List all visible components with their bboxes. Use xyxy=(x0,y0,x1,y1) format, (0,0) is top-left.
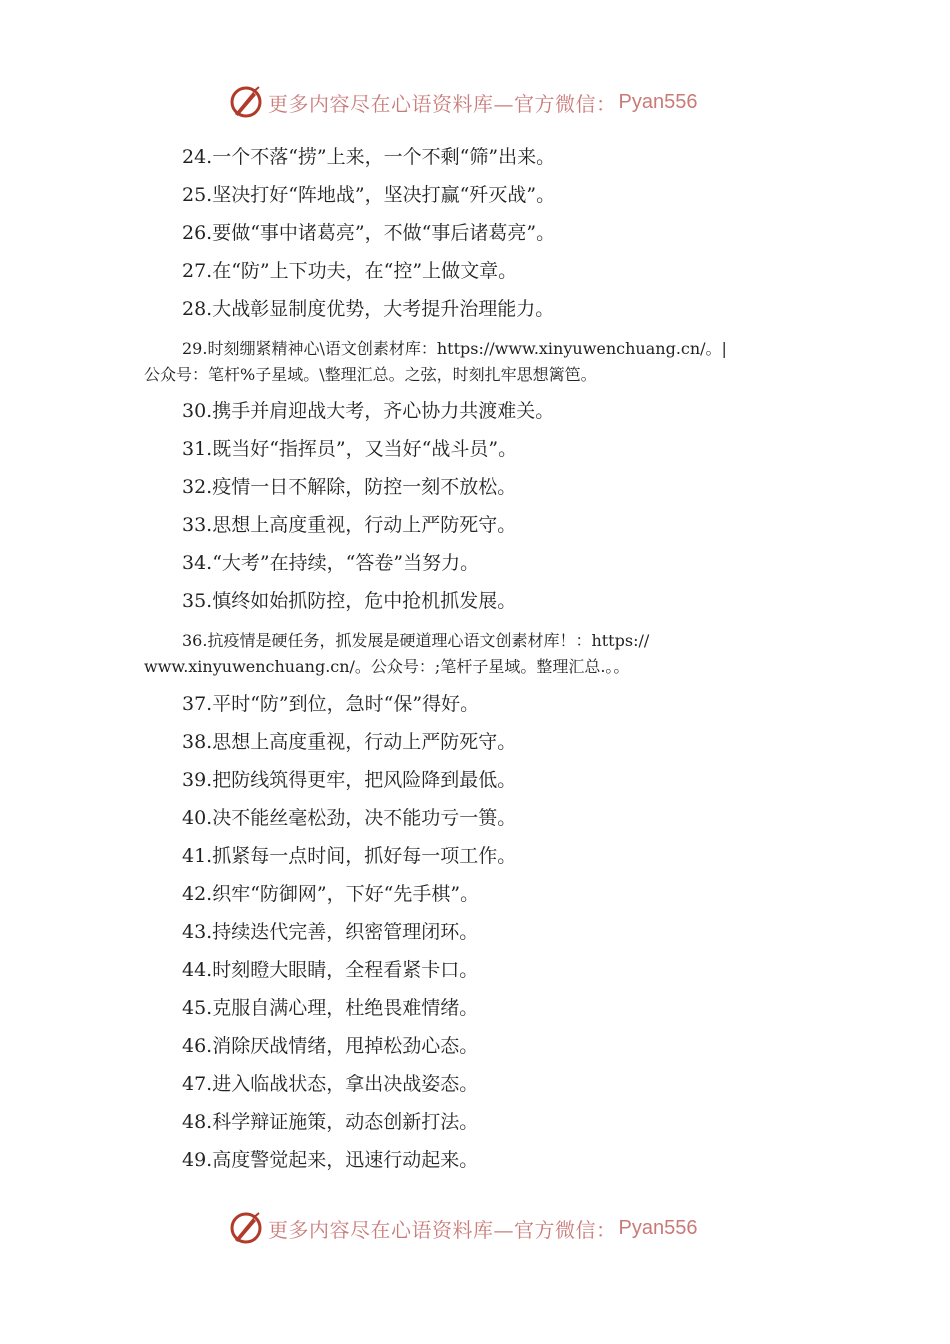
slogan-line: 35.慎终如始抓防控，危中抢机抓发展。 xyxy=(182,590,517,612)
slogan-line: 34.“大考”在持续，“答卷”当努力。 xyxy=(182,552,480,574)
slogan-line: 49.高度警觉起来，迅速行动起来。 xyxy=(182,1149,479,1171)
slogan-line: 26.要做“事中诸葛亮”，不做“事后诸葛亮”。 xyxy=(182,222,556,244)
slogan-line: 30.携手并肩迎战大考，齐心协力共渡难关。 xyxy=(182,400,555,422)
paragraph-36-line2: www.xinyuwenchuang.cn/。公众号：;笔杆子星域。整理汇总.。。 xyxy=(144,657,630,676)
footer-banner xyxy=(228,1208,748,1248)
slogan-line: 33.思想上高度重视，行动上严防死守。 xyxy=(182,514,517,536)
slogan-line: 39.把防线筑得更牢，把风险降到最低。 xyxy=(182,769,517,791)
slogan-line: 40.决不能丝毫松劲，决不能功亏一篑。 xyxy=(182,807,517,829)
slogan-line: 31.既当好“指挥员”，又当好“战斗员”。 xyxy=(182,438,518,460)
banner-text: 更多内容尽在心语资料库—官方微信： xyxy=(268,1217,617,1242)
slogan-line: 46.消除厌战情绪，甩掉松劲心态。 xyxy=(182,1035,479,1057)
slogan-line: 25.坚决打好“阵地战”，坚决打赢“歼灭战”。 xyxy=(182,184,556,206)
slogan-line: 28.大战彰显制度优势，大考提升治理能力。 xyxy=(182,298,555,320)
banner-wechat-id: Pyan556 xyxy=(618,1216,698,1239)
slogan-line: 45.克服自满心理，杜绝畏难情绪。 xyxy=(182,997,479,1019)
slogan-line: 41.抓紧每一点时间，抓好每一项工作。 xyxy=(182,845,517,867)
slogan-line: 48.科学辩证施策，动态创新打法。 xyxy=(182,1111,479,1133)
paragraph-36-line1: 36.抗疫情是硬任务，抓发展是硬道理心语文创素材库！：https:// xyxy=(182,631,650,650)
slogan-line: 44.时刻瞪大眼睛，全程看紧卡口。 xyxy=(182,959,479,981)
banner-wechat-id: Pyan556 xyxy=(618,90,698,113)
slogan-line: 43.持续迭代完善，织密管理闭环。 xyxy=(182,921,479,943)
quill-logo-icon xyxy=(228,1210,264,1246)
slogan-line: 37.平时“防”到位，急时“保”得好。 xyxy=(182,693,480,715)
slogan-line: 24.一个不落“捞”上来，一个不剩“筛”出来。 xyxy=(182,146,556,168)
slogan-line: 32.疫情一日不解除，防控一刻不放松。 xyxy=(182,476,517,498)
slogan-line: 27.在“防”上下功夫，在“控”上做文章。 xyxy=(182,260,518,282)
banner-text: 更多内容尽在心语资料库—官方微信： xyxy=(268,91,617,116)
paragraph-29-line2: 公众号：笔杆%子星域。\整理汇总。之弦，时刻扎牢思想篱笆。 xyxy=(144,365,597,384)
quill-logo-icon xyxy=(228,84,264,120)
slogan-line: 42.织牢“防御网”，下好“先手棋”。 xyxy=(182,883,480,905)
header-banner xyxy=(228,82,748,122)
paragraph-29-line1: 29.时刻绷紧精神心\语文创素材库：https://www.xinyuwenchuang.cn/。| xyxy=(182,339,727,358)
slogan-line: 38.思想上高度重视，行动上严防死守。 xyxy=(182,731,517,753)
slogan-line: 47.进入临战状态，拿出决战姿态。 xyxy=(182,1073,479,1095)
